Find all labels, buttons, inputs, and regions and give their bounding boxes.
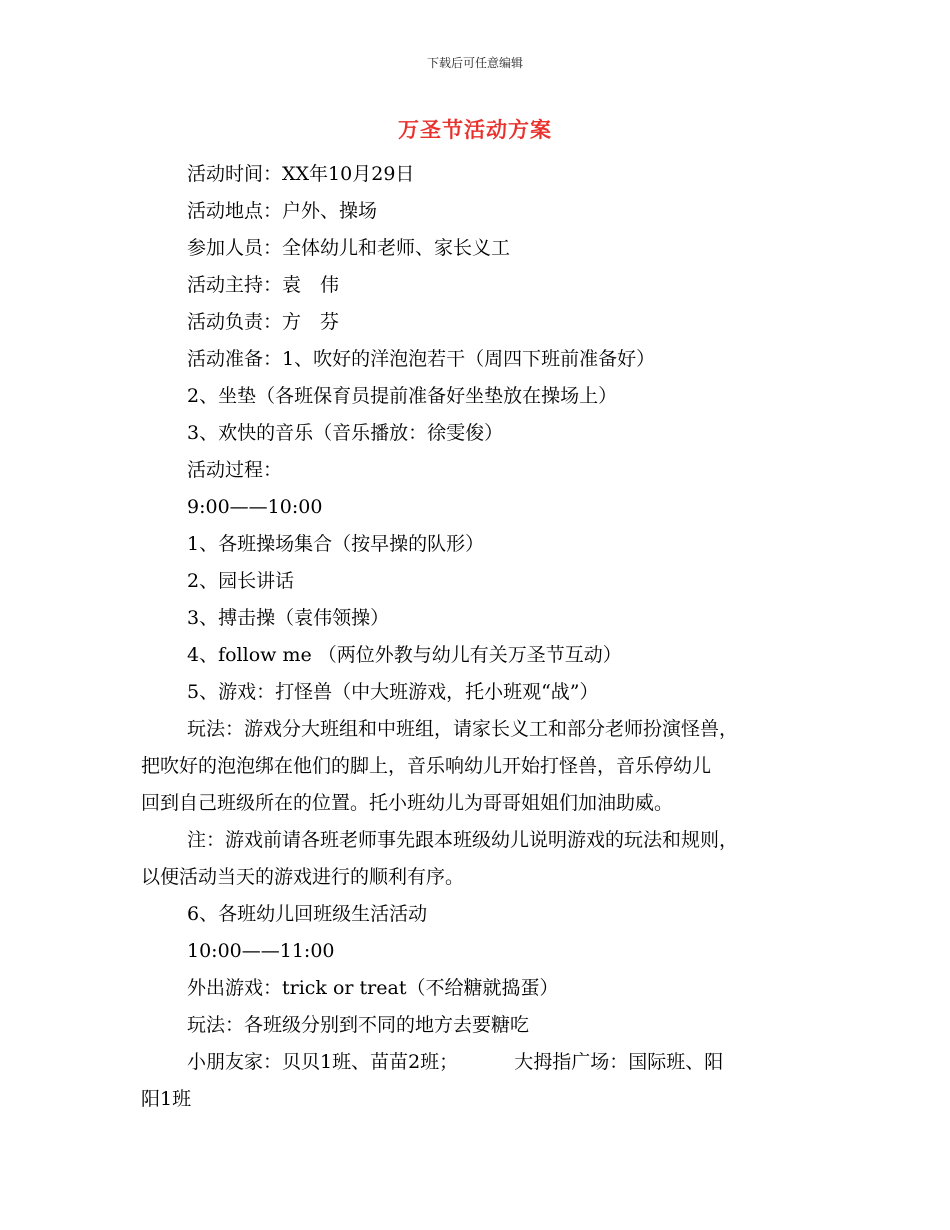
note-paragraph-line-1: 注：游戏前请各班老师事先跟本班级幼儿说明游戏的玩法和规则， xyxy=(187,829,739,851)
process-item-2: 2、园长讲话 xyxy=(187,570,295,592)
responsible-line: 活动负责：方 芬 xyxy=(187,311,340,333)
header-note: 下载后可任意编辑 xyxy=(426,56,523,70)
process-item-1: 1、各班操场集合（按早操的队形） xyxy=(187,533,485,555)
preparation-line-2: 2、坐垫（各班保育员提前准备好坐垫放在操场上） xyxy=(187,385,618,407)
locations-line xyxy=(141,1044,811,1081)
gameplay-paragraph-line-3: 回到自己班级所在的位置。托小班幼儿为哥哥姐姐们加油助威。 xyxy=(141,792,674,814)
locations-part-1: 小朋友家：贝贝1班、苗苗2班； xyxy=(187,1051,459,1073)
gameplay-paragraph-line-2: 把吹好的泡泡绑在他们的脚上，音乐响幼儿开始打怪兽，音乐停幼儿 xyxy=(141,755,712,777)
outdoor-game-line: 外出游戏：trick or treat（不给糖就捣蛋） xyxy=(187,977,559,999)
activity-time-line: 活动时间：XX年10月29日 xyxy=(187,163,415,185)
note-paragraph-line-2: 以便活动当天的游戏进行的顺利有序。 xyxy=(141,866,465,888)
time-slot-2: 10:00——11:00 xyxy=(187,940,335,962)
process-item-6: 6、各班幼儿回班级生活活动 xyxy=(187,903,428,925)
time-slot-1: 9:00——10:00 xyxy=(187,496,323,518)
process-item-3: 3、搏击操（袁伟领操） xyxy=(187,607,390,629)
document-title: 万圣节活动方案 xyxy=(398,117,552,142)
host-line: 活动主持：袁 伟 xyxy=(187,274,340,296)
outdoor-gameplay-line: 玩法：各班级分别到不同的地方去要糖吃 xyxy=(187,1014,530,1036)
process-item-5: 5、游戏：打怪兽（中大班游戏，托小班观“战”） xyxy=(187,681,599,703)
participants-line: 参加人员：全体幼儿和老师、家长义工 xyxy=(187,237,511,259)
locations-part-2: 大拇指广场：国际班、阳 xyxy=(514,1051,724,1073)
document-body xyxy=(141,156,811,1118)
preparation-line-3: 3、欢快的音乐（音乐播放：徐雯俊） xyxy=(187,422,504,444)
gameplay-paragraph-line-1: 玩法：游戏分大班组和中班组，请家长义工和部分老师扮演怪兽， xyxy=(187,718,739,740)
process-item-4: 4、follow me （两位外教与幼儿有关万圣节互动） xyxy=(187,644,622,666)
preparation-line-1: 活动准备：1、吹好的洋泡泡若干（周四下班前准备好） xyxy=(187,348,656,370)
process-heading: 活动过程： xyxy=(187,459,283,481)
locations-line-continued: 阳1班 xyxy=(141,1088,192,1110)
activity-location-line: 活动地点：户外、操场 xyxy=(187,200,378,222)
